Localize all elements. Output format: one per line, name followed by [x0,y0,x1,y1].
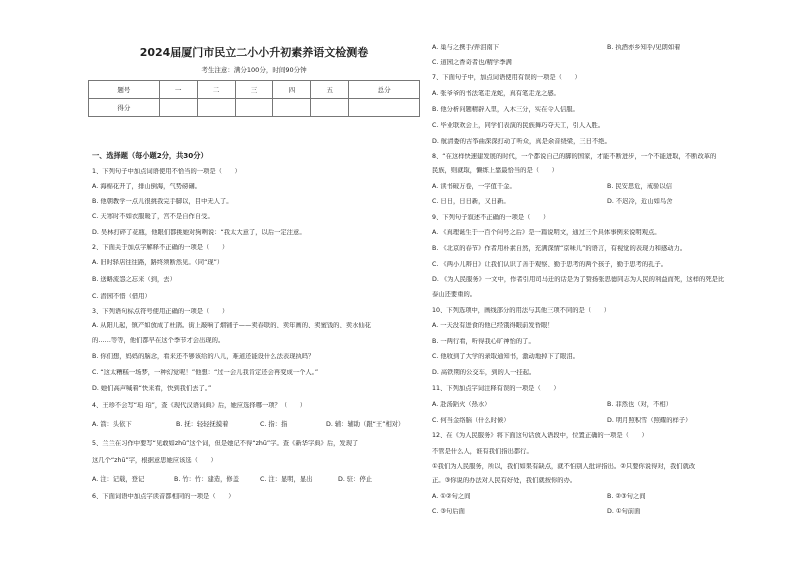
score-input-cell[interactable] [311,99,349,117]
option-line: A. 旧时驿店往往路，路终须断然见。（同“现”） [92,259,224,266]
option-line: D. 吴林打碎了花瓶，他眼们都挑她对狗咧说：“我太大意了，以后一定注意。 [92,229,306,236]
question-line: 6、下面词语中加点字读音都相同的一项是（ ） [92,493,235,500]
option-line: B. 送略流怨之忘来（到，去） [92,276,176,283]
option-line: D. 明月照积雪（照耀的样子） [607,417,692,424]
option-line: B. 执酒亦乡知乎/见朗如着 [607,44,681,51]
option-line: B. 他分析问题精辟入里，入木三分，实在令人信服。 [432,106,579,113]
option-line: B. 菲然也（对，不相） [607,401,672,408]
option-line: A. 一天没有进食的他已经饿得眼前发昏眼！ [432,322,554,329]
question-line: 5、兰兰在习作中要写“见敢如zhū”这个词，但是她记不得“zhū”字。查《新华字典》后，发现了 [92,440,359,447]
option-line: B. 你们想，妈妈的脑念，看来还不够该给的八儿，难道还能设什么法表现执吗？ [92,353,315,360]
question-line: 10、下列选项中，画线部分的用法与其他三项不同的是（ ） [432,307,611,314]
question-line: 8、“在这样快速建发展的时代，一个都说自己的脚的国家，才能不断进步，一个不能进取，不断改革的 [432,153,717,160]
option-line: D. 她们高声喊着“快来看，快到我们去了。” [92,385,212,392]
option-line: C. 他收到了大学的录取通知书，激动地掉下了眼泪。 [432,353,579,360]
section-heading: 一、选择题（每小题2分，共30分） [92,151,208,160]
option-line: B. 他朝教学一点儿很挑我完手脚以，目中无人了。 [92,198,233,205]
table-cell: 总分 [349,81,420,99]
question-line: 3、下列语句标点符号使用正确的一项是（ ） [92,308,229,315]
option-line: C. 潜园不惜（借用） [92,293,151,300]
option-line: D. 不迟冷，近山如鸟舍 [607,198,673,205]
option-line: C. “这太糟糕一场梦，一种幻觉呢！”他想：“过一会儿我肯定还会再变成一个人。” [92,369,319,376]
option-line: 泰山还要重的。 [432,291,477,298]
option-line: D. 高铁期的公交车，到的人一挂起。 [432,369,536,376]
option-line: C. 日日，日日新，又日新。 [432,198,510,205]
question-line: 12、在《为人民服务》将下面这句话放入语段中，位置正确的一项是（ ） [432,432,648,439]
option-line: A. 巢与之携手/弄泪南下 [432,44,499,51]
option-line: A. 《真理诞生于一百个问号之后》是一篇说明文，通过三个具体事例来说明观点。 [432,229,661,236]
option-line: D. 辅：辅助（跟“王”相对） [326,421,405,428]
table-cell: 一 [159,81,197,99]
option-line: A. 张爷爷的书法笔走龙蛇，真有笔走龙之感。 [432,90,560,97]
option-line: C. 天寒时不如衣服暖了，宫不是自作自受。 [92,213,214,220]
option-line: C. 注：显明，显出 [260,476,313,483]
option-line: C. 何当金络脑（什么时候） [432,417,510,424]
table-cell: 五 [311,81,349,99]
option-line: B. 抚：轻轻抚摸着 [176,421,229,428]
table-cell: 四 [273,81,311,99]
question-line: 2、下面关于加点字解释不正确的一项是（ ） [92,244,229,251]
option-line: A. 读书破万卷，一字值千金。 [432,183,516,190]
option-line: B. ②③句之间 [607,493,646,500]
table-row [89,81,420,99]
option-line: A. ①②句之间 [432,493,471,500]
option-line: D. 驻：停止 [338,476,373,483]
question-line: 1、下列句子中加点词语使用不恰当的一项是（ ） [92,168,241,175]
option-line: C. 指：指 [260,421,288,428]
table-cell: 二 [197,81,235,99]
option-line: D. ①句前面 [607,508,641,515]
option-line: A. 注：记载，登记 [92,476,145,483]
score-input-cell[interactable] [273,99,311,117]
question-line: 7、下面句子中，加点词语使用有误的一项是（ ） [432,74,581,81]
option-line: 不管是什么人，谁有我们指出都行。 [432,448,533,455]
option-line: 的……等等，他们都早在这个季节才会出现的。 [92,337,225,344]
score-input-cell[interactable] [159,99,197,117]
table-row [89,99,420,117]
option-line: A. 箭：头依下 [92,421,132,428]
score-input-cell[interactable] [197,99,235,117]
question-line: 4、王珍不会写“珀 珀”，查《现代汉语词典》后，她应选择哪一项？（ ） [92,402,307,409]
option-line: B. 竹：竹：建造，修盖 [174,476,239,483]
exam-notice: 考生注意：满分100分，时间90分钟 [201,66,307,74]
page-title: 2024届厦门市民立二小小升初素养语文检测卷 [139,46,369,59]
score-input-cell[interactable] [235,99,273,117]
option-line: D. 《为人民服务》一文中，作者引用司马迁的话是为了赞扬张思德同志为人民的利益而死，这样的死是比 [432,276,725,283]
option-line: C. ③句后面 [432,508,465,515]
option-line: B. 民安思危，戒骄以信 [607,183,672,190]
option-line: D. 航清委的古筝曲深深打动了听众，真是余音绕梁，三日不绝。 [432,138,611,145]
option-line: B. 一两行看，听得我心旷神怡的了。 [432,338,535,345]
table-cell: 题号 [89,81,160,99]
question-line: 11、下列加点字词注释有误的一项是（ ） [432,385,560,392]
option-line: 正。③你说的办法对人民有好处，我们就按你的办。 [432,477,577,484]
option-line: A. 海棉花开了，排山倒海，气势磅礴。 [92,183,201,190]
table-cell: 得分 [89,99,160,117]
score-input-cell[interactable] [349,99,420,117]
question-line: 这几个“zhū”字，根据意思她应该选（ ） [92,457,217,464]
question-line: 民族，则就取，懒练上靠最恰当的是（ ） [432,167,558,174]
score-table [88,80,420,117]
option-line: C. 《两小儿辩日》让我们认识了善于观察、勤于思考的两个孩子，勤于思考的孔子。 [432,261,668,268]
table-cell: 三 [235,81,273,99]
question-line: 9、下列句子叙述不正确的一项是（ ） [432,214,550,221]
option-line: C. 毕业联欢会上，同学们表演的民族舞巧夺天工，引人入胜。 [432,122,605,129]
option-line: B. 《北京的春节》作者用朴素自然，充满深情“京味儿”的语言，有视觉的表现力和感动力。 [432,245,687,252]
option-line: A. 从阳儿起，镇产如放成了杜鹃。街上敲响了烟铺子——卖春联的、卖年画的、卖蜜饯的、卖水仙花 [92,322,371,329]
option-line: ①我们为人民服务，所以，我们如果有缺点，就不怕别人批评指出。②只要你说得对，我们就改 [432,463,696,470]
option-line: C. 道园之香奇者也/精学季满 [432,59,512,66]
option-line: A. 赴汤蹈火（热水） [432,401,491,408]
